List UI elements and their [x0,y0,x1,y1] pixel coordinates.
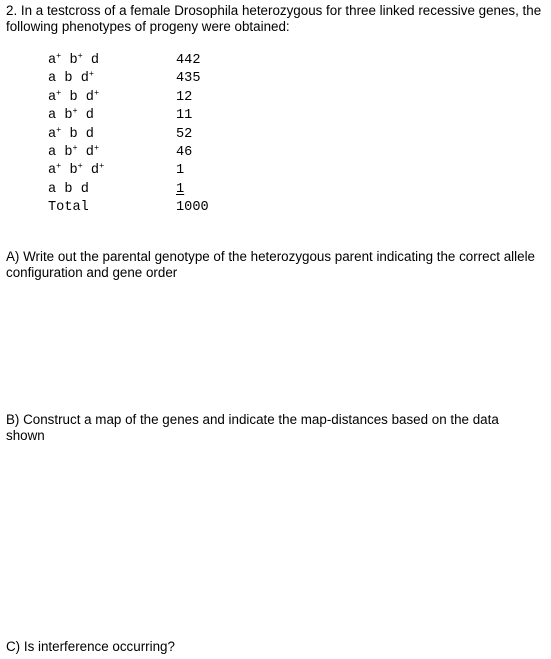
allele-letter: d [85,108,94,124]
allele-letter: a [48,181,57,197]
question-intro: 2. In a testcross of a female Drosophila heterozygous for three linked recessive genes, the following phenotypes of progeny were obtained: [6,3,542,34]
phenotype-cell [48,107,176,125]
wildtype-superscript: + [77,51,83,61]
progeny-count [176,181,236,199]
wildtype-superscript: + [93,143,100,154]
progeny-count [176,89,236,107]
allele-letter: a [48,71,57,87]
allele-letter: a [48,89,57,105]
wildtype-superscript: + [99,161,105,172]
progeny-row [48,89,236,107]
wildtype-superscript: + [77,161,83,172]
progeny-count-value: 11 [176,108,193,124]
question-part-b: B) Construct a map of the genes and indicate the map-distances based on the data shown [6,412,499,443]
allele-letter: a [48,126,57,142]
progeny-row [48,181,236,199]
allele-letter: b [64,71,73,87]
progeny-count-value: 442 [176,53,201,68]
progeny-count-value: 12 [176,89,193,105]
phenotype-cell [48,126,176,144]
wildtype-superscript: + [88,69,94,80]
progeny-count-value: 1 [176,163,185,179]
progeny-count-value: 46 [176,145,193,161]
total-value: 1000 [176,200,209,216]
phenotype-cell [48,89,176,107]
total-row [48,199,236,217]
progeny-count-value: 52 [176,126,193,142]
progeny-row [48,52,236,70]
progeny-count-value: 1 [176,181,185,197]
allele-letter: d [85,145,94,161]
wildtype-superscript: + [56,124,62,135]
progeny-row [48,70,236,88]
allele-letter: a [48,145,57,161]
phenotype-cell [48,181,176,199]
progeny-count-value: 435 [176,71,201,87]
phenotype-cell [48,70,176,88]
progeny-count [176,52,236,70]
progeny-row [48,162,236,180]
progeny-row [48,107,236,125]
progeny-count [176,107,236,125]
progeny-count [176,70,236,88]
allele-letter: b [64,181,73,197]
phenotype-cell [48,162,176,180]
allele-letter: b [69,163,78,179]
allele-letter: d [80,71,89,87]
progeny-table [48,52,236,218]
wildtype-superscript: + [56,87,62,98]
allele-letter: d [85,89,94,105]
wildtype-superscript: + [72,106,78,117]
question-part-c: C) Is interference occurring? [6,639,175,654]
allele-letter: b [64,108,73,124]
allele-letter: b [69,53,78,68]
wildtype-superscript: + [56,161,62,172]
progeny-count [176,144,236,162]
allele-letter: d [90,163,100,179]
allele-letter: a [48,163,57,179]
allele-letter: b [69,126,78,142]
allele-letter: d [80,181,89,197]
wildtype-superscript: + [56,51,62,61]
wildtype-superscript: + [93,87,100,98]
allele-letter: d [85,126,94,142]
progeny-table-body [48,52,236,199]
allele-letter: b [64,145,73,161]
allele-letter: d [90,53,100,68]
allele-letter: a [48,108,57,124]
progeny-count [176,126,236,144]
wildtype-superscript: + [72,143,78,154]
phenotype-cell [48,144,176,162]
progeny-row [48,144,236,162]
progeny-row [48,126,236,144]
total-label: Total [48,200,89,216]
phenotype-cell [48,52,176,70]
allele-letter: b [69,89,78,105]
allele-letter: a [48,53,57,68]
question-part-a: A) Write out the parental genotype of the heterozygous parent indicating the correct allele configuration and gene order [6,249,536,280]
progeny-count [176,162,236,180]
